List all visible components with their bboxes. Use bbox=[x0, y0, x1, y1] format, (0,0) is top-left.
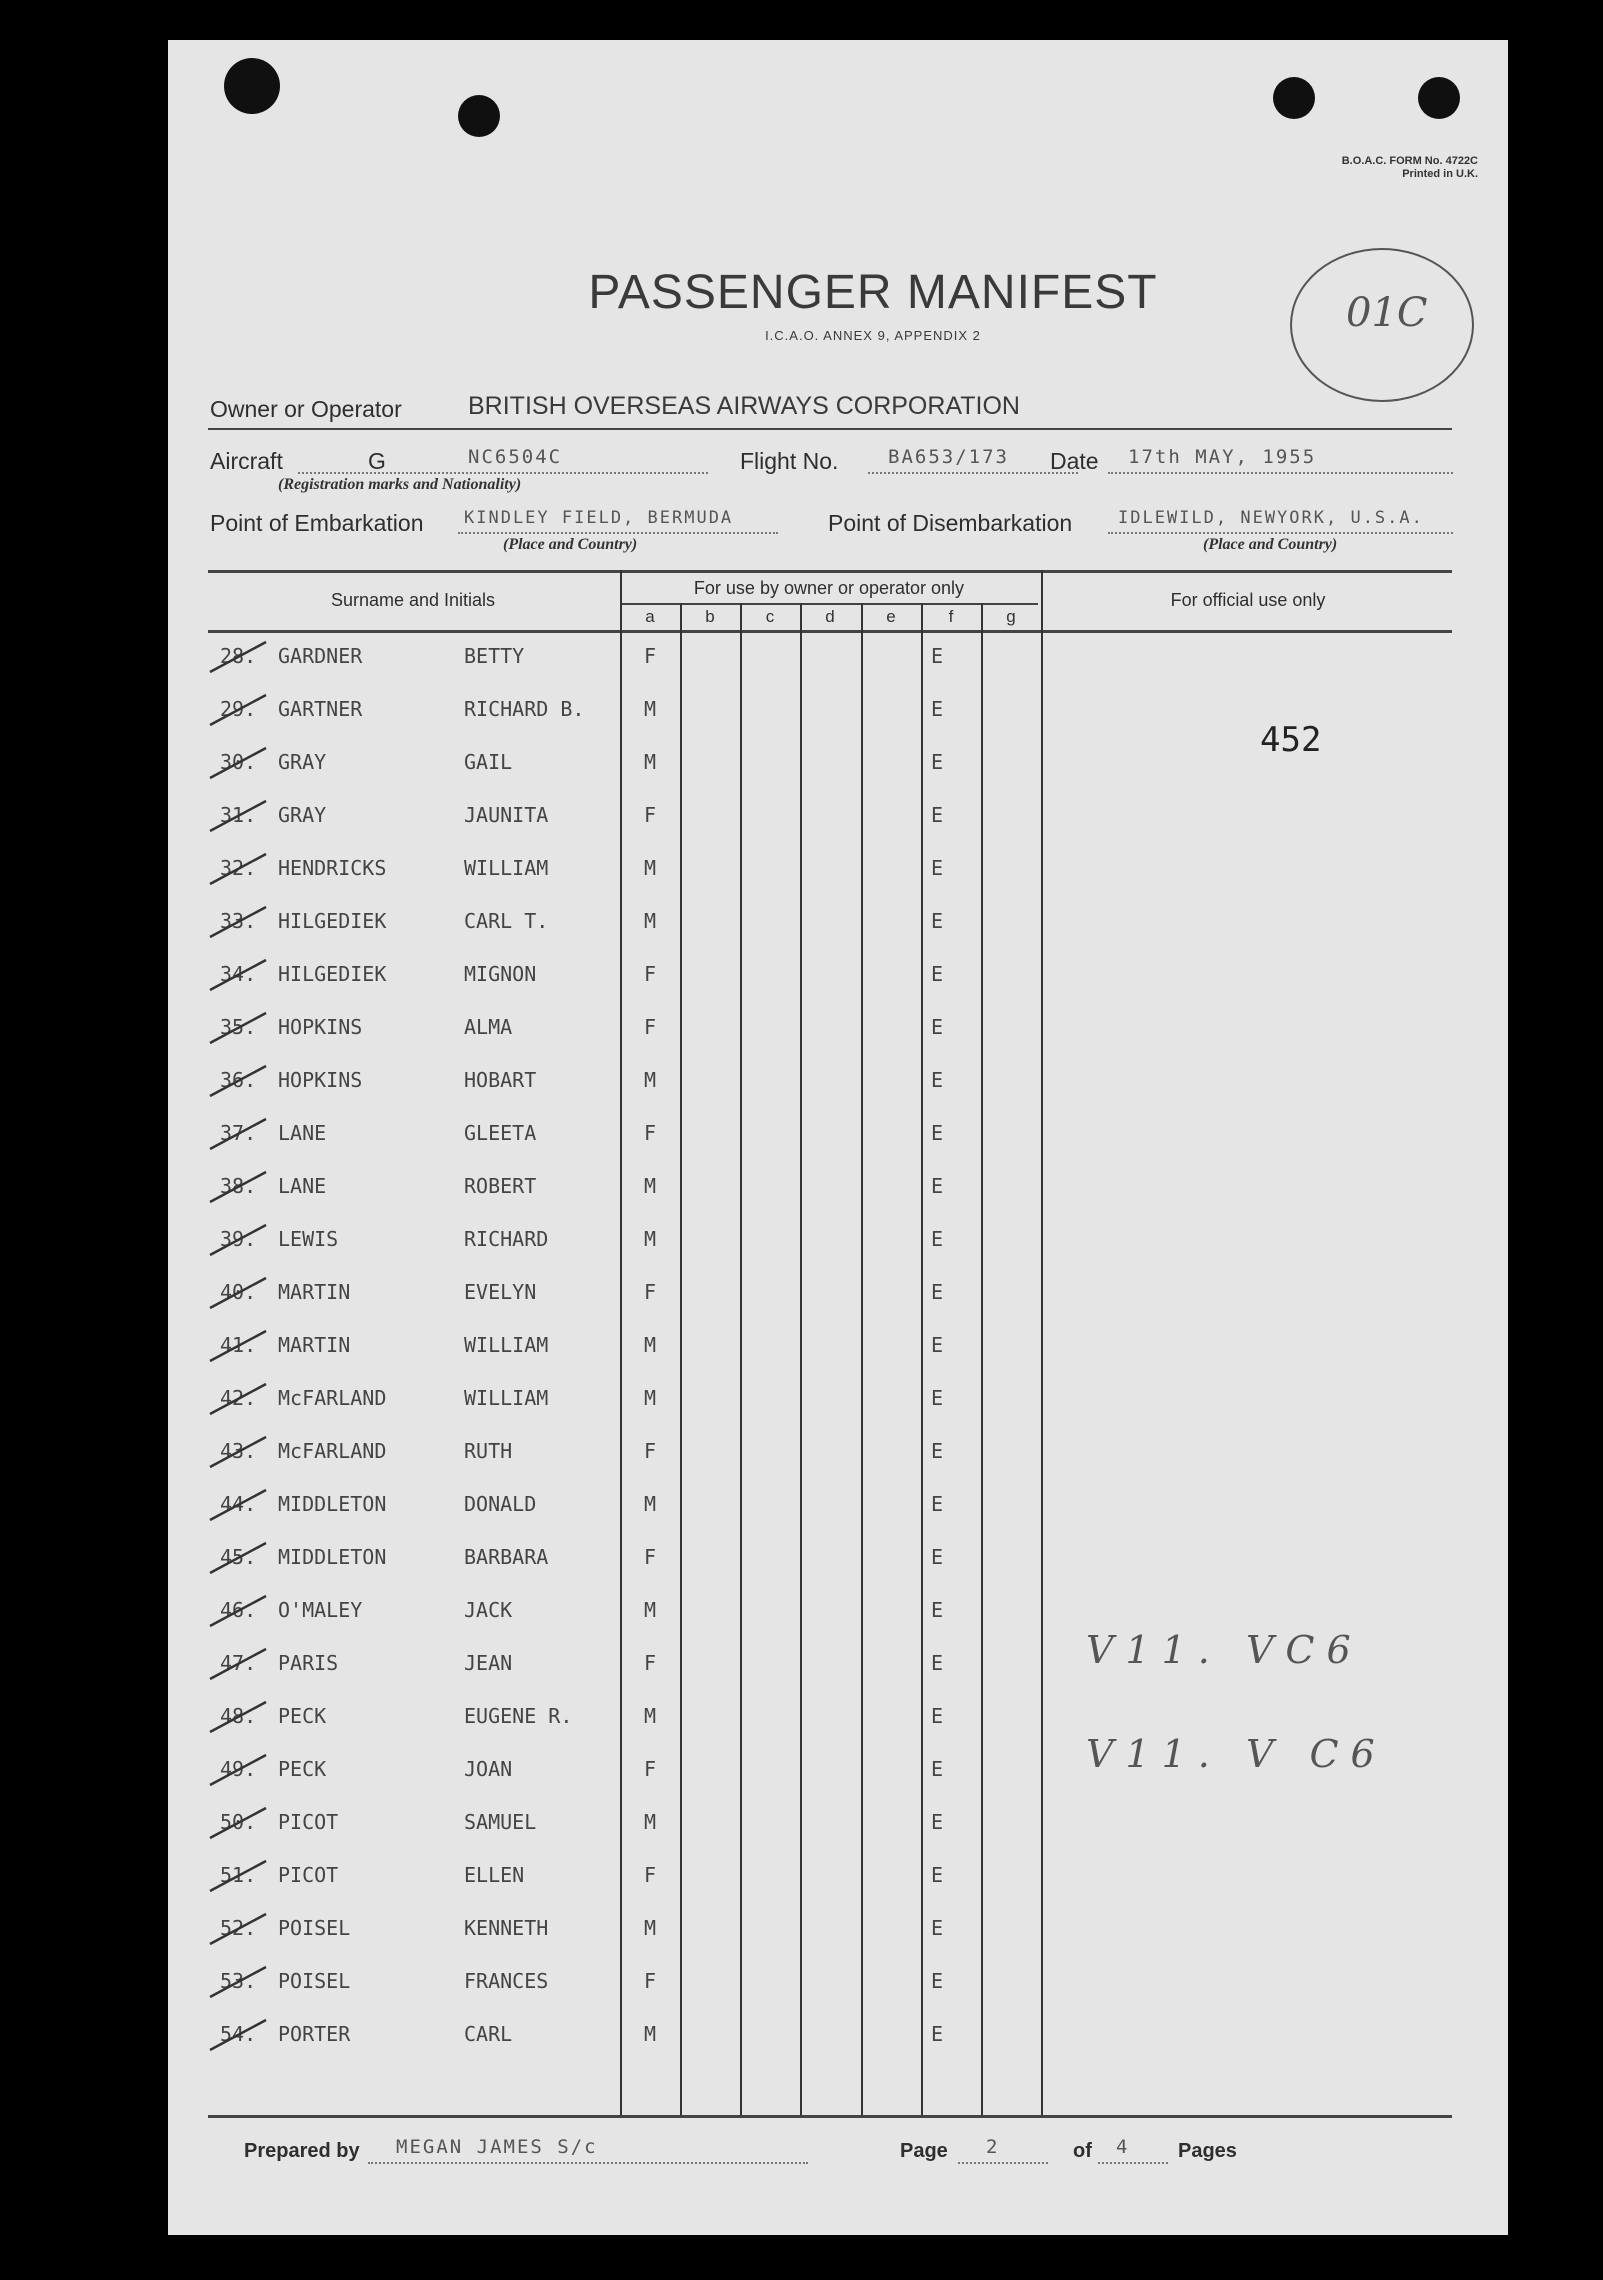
status-code: E bbox=[931, 1810, 944, 1834]
status-code: E bbox=[931, 1545, 944, 1569]
sex: M bbox=[644, 1492, 657, 1516]
row-number: 41. bbox=[220, 1333, 257, 1357]
flight-value: BA653/173 bbox=[888, 446, 1009, 468]
table-row bbox=[168, 1969, 1068, 2022]
status-code: E bbox=[931, 1015, 944, 1039]
surname: O'MALEY bbox=[278, 1598, 363, 1622]
surname: GRAY bbox=[278, 803, 327, 827]
table-row bbox=[168, 803, 1068, 856]
surname: PICOT bbox=[278, 1863, 339, 1887]
given-name: JEAN bbox=[464, 1651, 513, 1675]
status-code: E bbox=[931, 1227, 944, 1251]
sex: M bbox=[644, 1704, 657, 1728]
surname: POISEL bbox=[278, 1969, 351, 1993]
column-letter-f: f bbox=[948, 607, 954, 626]
table-row bbox=[168, 1439, 1068, 1492]
surname: HOPKINS bbox=[278, 1015, 363, 1039]
operator-header: For use by owner or operator only bbox=[693, 578, 965, 598]
given-name: GAIL bbox=[464, 750, 513, 774]
table-row bbox=[168, 909, 1068, 962]
surname: GARDNER bbox=[278, 644, 363, 668]
aircraft-label: Aircraft bbox=[210, 448, 283, 474]
punch-hole-left-2 bbox=[458, 95, 500, 137]
row-number: 46. bbox=[220, 1598, 257, 1622]
row-number: 47. bbox=[220, 1651, 257, 1675]
sex: F bbox=[644, 1545, 657, 1569]
sex: M bbox=[644, 1810, 657, 1834]
status-code: E bbox=[931, 2022, 944, 2046]
aircraft-prefix: G bbox=[368, 448, 386, 474]
sex: F bbox=[644, 1757, 657, 1781]
prepared-label: Prepared by bbox=[244, 2140, 360, 2162]
surname: LEWIS bbox=[278, 1227, 339, 1251]
page-label: Page bbox=[900, 2140, 948, 2162]
table-bottom-rule bbox=[208, 2115, 1452, 2118]
surname: HILGEDIEK bbox=[278, 909, 387, 933]
manifest-sheet bbox=[168, 40, 1508, 2235]
owner-rule bbox=[208, 428, 1452, 430]
table-row bbox=[168, 1333, 1068, 1386]
table-row bbox=[168, 1492, 1068, 1545]
given-name: HOBART bbox=[464, 1068, 537, 1092]
prepared-value: MEGAN JAMES S/c bbox=[396, 2136, 598, 2158]
status-code: E bbox=[931, 750, 944, 774]
form-number bbox=[1268, 155, 1478, 181]
of-label: of bbox=[1073, 2140, 1092, 2162]
aircraft-value: NC6504C bbox=[468, 446, 563, 468]
owner-label: Owner or Operator bbox=[210, 396, 402, 422]
row-number: 36. bbox=[220, 1068, 257, 1092]
total-line bbox=[1098, 2162, 1168, 2164]
surname: PECK bbox=[278, 1757, 327, 1781]
sex: M bbox=[644, 909, 657, 933]
aircraft-hint: (Registration marks and Nationality) bbox=[278, 476, 522, 493]
table-row bbox=[168, 750, 1068, 803]
row-number: 52. bbox=[220, 1916, 257, 1940]
table-row bbox=[168, 1068, 1068, 1121]
row-number: 34. bbox=[220, 962, 257, 986]
surname: MARTIN bbox=[278, 1280, 351, 1304]
sex: M bbox=[644, 1598, 657, 1622]
row-number: 50. bbox=[220, 1810, 257, 1834]
row-number: 33. bbox=[220, 909, 257, 933]
row-number: 53. bbox=[220, 1969, 257, 1993]
sex: M bbox=[644, 1916, 657, 1940]
date-line bbox=[1108, 472, 1453, 474]
row-number: 40. bbox=[220, 1280, 257, 1304]
table-row bbox=[168, 1810, 1068, 1863]
surname: MIDDLETON bbox=[278, 1492, 387, 1516]
table-top-rule bbox=[208, 570, 1452, 573]
row-number: 38. bbox=[220, 1174, 257, 1198]
punch-hole-right-2 bbox=[1418, 77, 1460, 119]
surname: PARIS bbox=[278, 1651, 339, 1675]
status-code: E bbox=[931, 1121, 944, 1145]
column-letter-d: d bbox=[825, 607, 835, 626]
given-name: JAUNITA bbox=[464, 803, 549, 827]
given-name: WILLIAM bbox=[464, 1333, 549, 1357]
status-code: E bbox=[931, 697, 944, 721]
sex: F bbox=[644, 803, 657, 827]
surname: GRAY bbox=[278, 750, 327, 774]
sex: F bbox=[644, 1439, 657, 1463]
surname: PORTER bbox=[278, 2022, 351, 2046]
disembark-value: IDLEWILD, NEWYORK, U.S.A. bbox=[1118, 508, 1424, 528]
table-row bbox=[168, 1757, 1068, 1810]
status-code: E bbox=[931, 856, 944, 880]
sex: F bbox=[644, 1280, 657, 1304]
page-title: PASSENGER MANIFEST bbox=[588, 266, 1158, 319]
surname: PICOT bbox=[278, 1810, 339, 1834]
table-row bbox=[168, 1916, 1068, 1969]
sex: M bbox=[644, 1386, 657, 1410]
table-row bbox=[168, 1545, 1068, 1598]
status-code: E bbox=[931, 1863, 944, 1887]
form-number-text: B.O.A.C. FORM No. 4722C bbox=[1341, 155, 1478, 167]
given-name: EUGENE R. bbox=[464, 1704, 573, 1728]
row-number: 35. bbox=[220, 1015, 257, 1039]
reference-mark: 01C bbox=[1346, 290, 1428, 336]
status-code: E bbox=[931, 803, 944, 827]
given-name: JOAN bbox=[464, 1757, 513, 1781]
total-value: 4 bbox=[1116, 2136, 1130, 2158]
given-name: ALMA bbox=[464, 1015, 513, 1039]
row-number: 48. bbox=[220, 1704, 257, 1728]
aircraft-line bbox=[298, 472, 708, 474]
given-name: CARL T. bbox=[464, 909, 549, 933]
status-code: E bbox=[931, 1757, 944, 1781]
sex: M bbox=[644, 1068, 657, 1092]
surname: McFARLAND bbox=[278, 1386, 387, 1410]
status-code: E bbox=[931, 1492, 944, 1516]
given-name: RICHARD bbox=[464, 1227, 549, 1251]
embark-hint: (Place and Country) bbox=[503, 536, 638, 553]
surname: POISEL bbox=[278, 1916, 351, 1940]
table-row bbox=[168, 644, 1068, 697]
page-line bbox=[958, 2162, 1048, 2164]
status-code: E bbox=[931, 1598, 944, 1622]
table-row bbox=[168, 962, 1068, 1015]
disembark-label: Point of Disembarkation bbox=[828, 510, 1073, 536]
surname: HENDRICKS bbox=[278, 856, 387, 880]
table-row bbox=[168, 1174, 1068, 1227]
status-code: E bbox=[931, 1704, 944, 1728]
flight-label: Flight No. bbox=[740, 448, 839, 474]
given-name: FRANCES bbox=[464, 1969, 549, 1993]
row-number: 39. bbox=[220, 1227, 257, 1251]
surname: GARTNER bbox=[278, 697, 363, 721]
flight-line bbox=[868, 472, 1078, 474]
table-row bbox=[168, 1651, 1068, 1704]
row-number: 45. bbox=[220, 1545, 257, 1569]
given-name: WILLIAM bbox=[464, 1386, 549, 1410]
date-value: 17th MAY, 1955 bbox=[1128, 446, 1317, 468]
row-number: 31. bbox=[220, 803, 257, 827]
given-name: ROBERT bbox=[464, 1174, 537, 1198]
column-letter-b: b bbox=[705, 607, 715, 626]
column-letter-c: c bbox=[765, 607, 775, 626]
given-name: CARL bbox=[464, 2022, 513, 2046]
status-code: E bbox=[931, 1386, 944, 1410]
row-number: 29. bbox=[220, 697, 257, 721]
sex: M bbox=[644, 1227, 657, 1251]
row-number: 28. bbox=[220, 644, 257, 668]
given-name: MIGNON bbox=[464, 962, 537, 986]
official-note-2: V11. V C6 bbox=[1086, 1732, 1387, 1776]
sex: F bbox=[644, 1969, 657, 1993]
operator-subrule bbox=[620, 603, 1038, 605]
disembark-line bbox=[1108, 532, 1453, 534]
prepared-line bbox=[368, 2162, 808, 2164]
header-bottom-rule bbox=[208, 630, 1452, 633]
disembark-hint: (Place and Country) bbox=[1203, 536, 1338, 553]
official-count: 452 bbox=[1260, 720, 1322, 760]
date-label: Date bbox=[1050, 448, 1099, 474]
embark-label: Point of Embarkation bbox=[210, 510, 424, 536]
given-name: ELLEN bbox=[464, 1863, 525, 1887]
given-name: KENNETH bbox=[464, 1916, 549, 1940]
surname: HOPKINS bbox=[278, 1068, 363, 1092]
row-number: 30. bbox=[220, 750, 257, 774]
status-code: E bbox=[931, 1068, 944, 1092]
owner-value: BRITISH OVERSEAS AIRWAYS CORPORATION bbox=[468, 392, 1020, 420]
row-number: 44. bbox=[220, 1492, 257, 1516]
status-code: E bbox=[931, 1969, 944, 1993]
given-name: WILLIAM bbox=[464, 856, 549, 880]
row-number: 54. bbox=[220, 2022, 257, 2046]
printed-in-text: Printed in U.K. bbox=[1402, 168, 1478, 180]
surname-header: Surname and Initials bbox=[330, 590, 496, 610]
table-row bbox=[168, 1227, 1068, 1280]
given-name: JACK bbox=[464, 1598, 513, 1622]
given-name: BETTY bbox=[464, 644, 525, 668]
table-row bbox=[168, 1121, 1068, 1174]
sex: M bbox=[644, 856, 657, 880]
sex: F bbox=[644, 1015, 657, 1039]
sex: M bbox=[644, 697, 657, 721]
table-row bbox=[168, 697, 1068, 750]
sex: F bbox=[644, 644, 657, 668]
sex: M bbox=[644, 750, 657, 774]
row-number: 51. bbox=[220, 1863, 257, 1887]
page-subtitle: I.C.A.O. ANNEX 9, APPENDIX 2 bbox=[765, 328, 981, 343]
official-header: For official use only bbox=[1170, 590, 1326, 610]
status-code: E bbox=[931, 962, 944, 986]
surname: MIDDLETON bbox=[278, 1545, 387, 1569]
given-name: DONALD bbox=[464, 1492, 537, 1516]
sex: F bbox=[644, 1863, 657, 1887]
table-row bbox=[168, 1015, 1068, 1068]
status-code: E bbox=[931, 1333, 944, 1357]
status-code: E bbox=[931, 909, 944, 933]
table-row bbox=[168, 1863, 1068, 1916]
given-name: BARBARA bbox=[464, 1545, 549, 1569]
punch-hole-left-1 bbox=[224, 58, 280, 114]
row-number: 37. bbox=[220, 1121, 257, 1145]
sex: M bbox=[644, 1333, 657, 1357]
surname: McFARLAND bbox=[278, 1439, 387, 1463]
status-code: E bbox=[931, 1174, 944, 1198]
table-row bbox=[168, 1704, 1068, 1757]
sex: F bbox=[644, 1121, 657, 1145]
status-code: E bbox=[931, 1439, 944, 1463]
column-letter-g: g bbox=[1006, 607, 1016, 626]
table-row bbox=[168, 1280, 1068, 1333]
surname: LANE bbox=[278, 1174, 327, 1198]
given-name: SAMUEL bbox=[464, 1810, 537, 1834]
status-code: E bbox=[931, 644, 944, 668]
surname: HILGEDIEK bbox=[278, 962, 387, 986]
sex: F bbox=[644, 1651, 657, 1675]
table-row bbox=[168, 856, 1068, 909]
given-name: EVELYN bbox=[464, 1280, 537, 1304]
table-row bbox=[168, 1598, 1068, 1651]
table-row bbox=[168, 1386, 1068, 1439]
given-name: RICHARD B. bbox=[464, 697, 585, 721]
given-name: RUTH bbox=[464, 1439, 513, 1463]
row-number: 42. bbox=[220, 1386, 257, 1410]
sex: M bbox=[644, 1174, 657, 1198]
embark-line bbox=[458, 532, 778, 534]
status-code: E bbox=[931, 1916, 944, 1940]
sex: M bbox=[644, 2022, 657, 2046]
row-number: 49. bbox=[220, 1757, 257, 1781]
surname: MARTIN bbox=[278, 1333, 351, 1357]
table-row bbox=[168, 2022, 1068, 2075]
surname: PECK bbox=[278, 1704, 327, 1728]
status-code: E bbox=[931, 1651, 944, 1675]
punch-hole-right-1 bbox=[1273, 77, 1315, 119]
row-number: 32. bbox=[220, 856, 257, 880]
official-note-1: V11. VC6 bbox=[1086, 1628, 1363, 1672]
row-number: 43. bbox=[220, 1439, 257, 1463]
pages-label: Pages bbox=[1178, 2140, 1237, 2162]
given-name: GLEETA bbox=[464, 1121, 537, 1145]
embark-value: KINDLEY FIELD, BERMUDA bbox=[464, 508, 734, 528]
status-code: E bbox=[931, 1280, 944, 1304]
sex: F bbox=[644, 962, 657, 986]
surname: LANE bbox=[278, 1121, 327, 1145]
column-letter-a: a bbox=[645, 607, 655, 626]
page-value: 2 bbox=[986, 2136, 1000, 2158]
column-letter-e: e bbox=[886, 607, 896, 626]
